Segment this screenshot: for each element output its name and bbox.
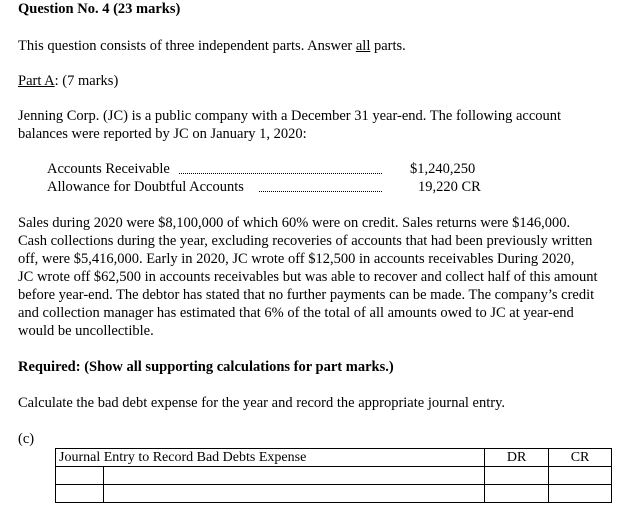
balance-account-1: Allowance for Doubtful Accounts: [47, 179, 244, 195]
journal-header-row: [56, 449, 612, 467]
instruction-text: Calculate the bad debt expense for the year and record the appropriate journal entry.: [18, 395, 506, 411]
journal-cell[interactable]: [56, 485, 104, 503]
journal-row: [56, 485, 612, 503]
dot-leader: [179, 173, 382, 174]
required-heading: Required: (Show all supporting calculations for part marks.): [18, 359, 394, 375]
balance-account-0: Accounts Receivable: [47, 161, 170, 177]
journal-entry-table: [55, 448, 612, 503]
journal-dr-header: DR: [485, 449, 549, 467]
journal-header: Journal Entry to Record Bad Debts Expense: [56, 449, 485, 467]
context-line-2: balances were reported by JC on January 1, 2020:: [18, 126, 307, 142]
journal-cell[interactable]: [103, 467, 484, 485]
part-a-title: [18, 73, 118, 90]
intro-text: [18, 38, 406, 55]
part-a-marks: : (7 marks): [54, 73, 119, 89]
journal-cell[interactable]: [485, 467, 549, 485]
journal-cell[interactable]: [549, 467, 612, 485]
fact-line-5: and collection manager has estimated that 6% of the total of all amounts owed to JC at year-end: [18, 305, 574, 321]
part-a-label: Part A: [18, 73, 55, 89]
journal-cr-header: CR: [549, 449, 612, 467]
journal-cell[interactable]: [549, 485, 612, 503]
journal-cell[interactable]: [56, 467, 104, 485]
journal-cell[interactable]: [103, 485, 484, 503]
balance-amount-1: 19,220 CR: [418, 179, 481, 195]
sub-label: (c): [18, 431, 35, 447]
dot-leader: [259, 191, 382, 192]
intro-post: parts.: [370, 38, 406, 54]
journal-cell[interactable]: [485, 485, 549, 503]
balance-amount-0: $1,240,250: [410, 161, 476, 177]
journal-row: [56, 467, 612, 485]
intro-all: all: [355, 38, 371, 54]
fact-line-3: JC wrote off $62,500 in accounts receivables but was able to recover and collect half of this amount: [18, 269, 598, 285]
intro-pre: This question consists of three independent parts. Answer: [18, 38, 356, 54]
question-heading: Question No. 4 (23 marks): [18, 1, 181, 17]
fact-line-4: before year-end. The debtor has stated that no further payments can be made. The company’s credit: [18, 287, 595, 303]
fact-line-2: off, were $5,416,000. Early in 2020, JC wrote off $12,500 in accounts receivables During 2020,: [18, 251, 575, 267]
fact-line-0: Sales during 2020 were $8,100,000 of which 60% were on credit. Sales returns were $146,000.: [18, 215, 571, 231]
fact-line-6: would be uncollectible.: [18, 323, 154, 339]
fact-line-1: Cash collections during the year, excluding recoveries of accounts that had been previously written: [18, 233, 593, 249]
context-line-1: Jenning Corp. (JC) is a public company with a December 31 year-end. The following account: [18, 108, 562, 124]
